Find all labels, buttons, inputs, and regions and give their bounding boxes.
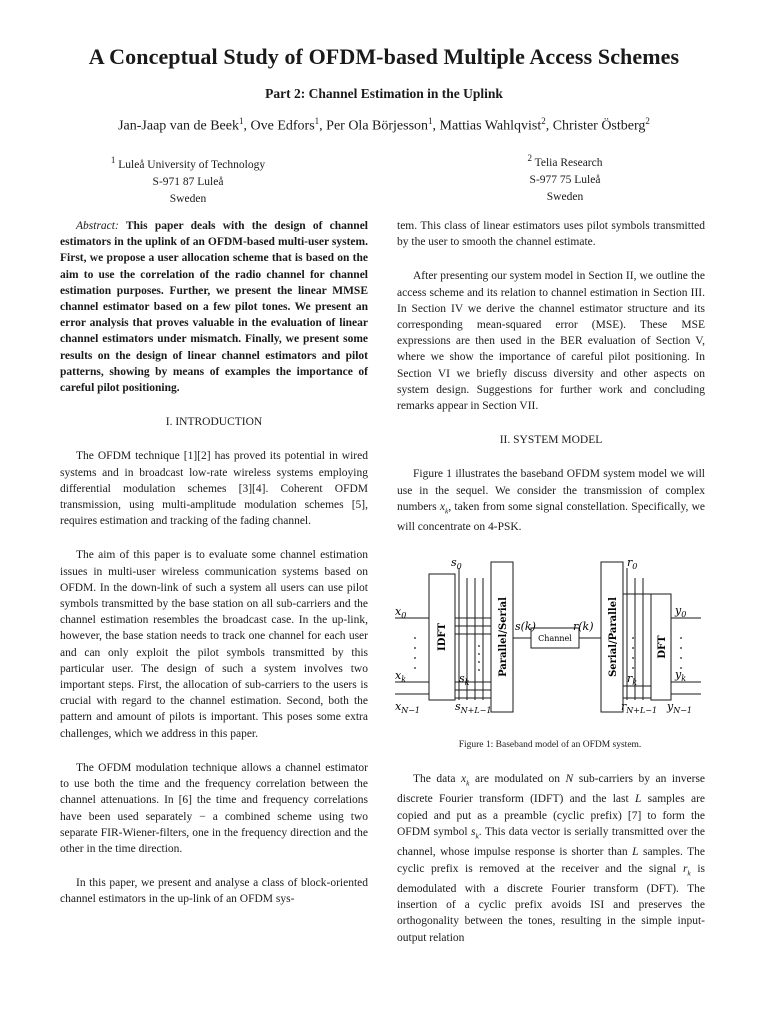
math-subscript: k bbox=[444, 506, 449, 516]
paragraph: The OFDM technique [1][2] has proved its potential in wired systems and in broadcast low-rate wireless systems employing differential modulation schemes [3][4]. Coherent OFDM transmission, using multi-amplitude modulation schemes [5], requires estimation and tracking of the fading channel. bbox=[60, 450, 368, 528]
abstract-text: This paper deals with the design of channel estimators in the uplink of an OFDM-based multi-user system. First, we propose a user allocation scheme that is based on the aim to use the correlation of the radio channel for channel estimation purposes. Further, we present the linear MMSE channel estimator based on a few pilot tones. We present an error analysis that proves valuable in the evaluation of linear channel estimators under mismatch. Finally, we present some results on the design of linear channel estimators and pilot patterns, showing by means of examples the importance of careful pilot positioning. bbox=[60, 220, 368, 395]
paragraph: The OFDM modulation technique allows a channel estimator to use both the time and the frequency correlation between the channel attenuations. In [6] the time and frequency correlations have been used separately − a combined scheme using two separate FIR-Wiener-filters, one in the frequency direction and the other in the time direction. bbox=[60, 761, 368, 855]
author-name: Jan-Jaap van de Beek bbox=[118, 118, 239, 134]
out-yk-sub: k bbox=[681, 673, 687, 683]
author-affil-mark: 2 bbox=[645, 116, 650, 126]
text-fragment: is demodulated with a discrete Fourier transform (DFT). The insertion of a cyclic prefix avoids ISI and preserves the orthogonality between the tones, resulting in the simple input-output relation bbox=[397, 862, 705, 944]
author-affil-mark: 1 bbox=[314, 116, 320, 126]
abstract-label: Abstract: bbox=[76, 220, 119, 232]
left-column bbox=[60, 218, 368, 926]
svg-text:yk bbox=[674, 668, 686, 683]
text-fragment: are modulated on bbox=[474, 772, 561, 785]
out-y0-label: y bbox=[675, 603, 682, 617]
svg-text:y0 bbox=[674, 604, 686, 619]
input-xk-label: x bbox=[395, 668, 402, 682]
figure-caption: Figure 1: Baseband model of an OFDM system. bbox=[458, 739, 642, 750]
rx-r0-label: r bbox=[627, 555, 633, 569]
math-symbol: L bbox=[632, 846, 639, 859]
rx-rNL1-sub: N+L−1 bbox=[626, 705, 658, 715]
svg-text:x0 bbox=[395, 605, 406, 620]
svg-text:xN−1 bbox=[395, 700, 420, 715]
math-subscript: k bbox=[475, 831, 479, 841]
paragraph: In this paper, we present and analyse a class of block-oriented channel estimators in the up-link of an OFDM sys- bbox=[60, 877, 368, 906]
paragraph: After presenting our system model in Section II, we outline the access scheme and its relation to channel estimation in Section III. In Section IV we derive the channel estimator structure and its corresponding mean-squared error (MSE). These MSE expressions are then used in the BER evaluation of Section V, where we show the importance of careful pilot positioning. In Section VI we briefly discuss diversity and other aspects on system design. Suggestions for further work and concluding remarks appear in Section VII. bbox=[397, 270, 705, 413]
text-fragment: , taken from some signal constellation. Specifically, we will concentrate on 4-PSK. bbox=[397, 500, 705, 534]
affiliation-line: Luleå University of Technology bbox=[118, 159, 266, 171]
output-s0-label: s bbox=[451, 555, 457, 569]
rx-r0-sub: 0 bbox=[632, 561, 638, 571]
input-xk-sub: k bbox=[401, 674, 407, 684]
math-symbol: N bbox=[565, 772, 574, 785]
affiliation-2 bbox=[500, 150, 630, 206]
text-fragment: Figure 1 illustrates the baseband OFDM system model we will use in the sequel. We consider the transmission of complex numbers bbox=[397, 468, 705, 513]
abstract bbox=[60, 218, 368, 396]
text-fragment: The data bbox=[413, 772, 456, 785]
right-column bbox=[397, 218, 705, 964]
text-fragment: . This data vector is serially transmitted over the channel, whose impulse response is shorter than bbox=[397, 825, 705, 859]
serial-parallel-label: Serial/Parallel bbox=[608, 596, 619, 677]
math-subscript: k bbox=[687, 867, 691, 877]
paper-subtitle: Part 2: Channel Estimation in the Uplink bbox=[265, 86, 503, 101]
paragraph: The aim of this paper is to evaluate some channel estimation issues in multi-user wireless communication systems based on OFDM. In the down-link of such a system all users can use pilot symbols transmitted by the base station on all sub-carriers and the channel estimation resembles the broadcast case. In the up-link, however, the base station needs to track one channel for each user and can only exploit the pilot symbols transmitted by this particular user. The design of such a system involves two important steps. First, the allocation of sub-carriers to the users is crucial with regard to the channel estimation. Second, both the pattern and amount of pilots is important. This poses some extra challenges, which we address in this paper. bbox=[60, 549, 368, 740]
author-affil-mark: 2 bbox=[541, 116, 546, 126]
affiliation-line: Telia Research bbox=[534, 157, 603, 169]
svg-text:sN+L−1 bbox=[455, 700, 491, 715]
svg-text:s0 bbox=[451, 556, 462, 571]
parallel-serial-label: Parallel/Serial bbox=[498, 596, 509, 677]
signal-rk-label: r(k) bbox=[573, 619, 594, 633]
output-sk-sub: k bbox=[464, 677, 470, 687]
section-heading: II. SYSTEM MODEL bbox=[499, 434, 603, 447]
paragraph bbox=[397, 466, 705, 535]
text-fragment: sub-carriers by an inverse discrete Fourier transform (IDFT) and the last bbox=[397, 772, 706, 806]
affiliation-line: Sweden bbox=[546, 191, 584, 203]
svg-text:xk bbox=[395, 669, 406, 684]
figure-1 bbox=[395, 554, 705, 753]
output-sNL1-label: s bbox=[455, 699, 461, 713]
affiliation-line: S-971 87 Luleå bbox=[152, 176, 224, 188]
rx-rk-label: r bbox=[627, 671, 633, 685]
author-name: Per Ola Börjesson bbox=[326, 118, 429, 134]
output-s0-sub: 0 bbox=[456, 561, 462, 571]
author-name: Mattias Wahlqvist bbox=[439, 118, 542, 134]
rx-rNL1-label: r bbox=[621, 699, 627, 713]
output-sk-label: s bbox=[459, 671, 465, 685]
svg-text:rk bbox=[627, 672, 637, 687]
output-sNL1-sub: N+L−1 bbox=[460, 705, 492, 715]
channel-label: Channel bbox=[538, 633, 572, 643]
paragraph: tem. This class of linear estimators uses pilot symbols transmitted by the user to smooth the channel estimate. bbox=[397, 220, 705, 249]
input-x0-label: x bbox=[395, 604, 402, 618]
affiliation-line: Sweden bbox=[169, 193, 207, 205]
author-name: Christer Östberg bbox=[552, 118, 646, 134]
out-yN1-label: y bbox=[667, 699, 674, 713]
svg-text:yN−1 bbox=[666, 700, 692, 715]
math-symbol: x bbox=[461, 772, 467, 785]
author-affil-mark: 1 bbox=[239, 116, 244, 126]
out-yN1-sub: N−1 bbox=[673, 705, 693, 715]
affiliation-line: S-977 75 Luleå bbox=[529, 174, 601, 186]
svg-text:sk bbox=[459, 672, 470, 687]
author-affil-mark: 1 bbox=[428, 116, 433, 126]
text-fragment: samples. The cyclic prefix is removed at the receiver and the signal bbox=[397, 846, 705, 875]
input-xN1-label: x bbox=[395, 699, 402, 713]
svg-text:r0 bbox=[627, 556, 637, 571]
ofdm-block-diagram bbox=[395, 554, 705, 724]
math-symbol: s bbox=[470, 825, 476, 838]
paragraph bbox=[397, 771, 705, 946]
text-fragment: samples are copied and put as a preamble (cyclic prefix) [7] to form the OFDM symbol bbox=[397, 793, 706, 838]
math-symbol: x bbox=[439, 500, 445, 513]
affiliation-1 bbox=[98, 152, 278, 208]
out-y0-sub: 0 bbox=[681, 609, 687, 619]
math-subscript: k bbox=[466, 778, 470, 788]
math-symbol: r bbox=[682, 862, 688, 875]
math-symbol: L bbox=[634, 793, 642, 806]
svg-text:rN+L−1 bbox=[621, 700, 657, 715]
author-list: Jan-Jaap van de Beek$^1$, Ove Edfors$^1$, Per Ola Börjesson$^1$, Mattias Wahlqvist$^2$, Christer Östberg$^2$ bbox=[118, 116, 650, 134]
signal-sk-label: s(k) bbox=[515, 619, 536, 633]
paper-title: A Conceptual Study of OFDM-based Multiple Access Schemes bbox=[88, 44, 680, 69]
input-x0-sub: 0 bbox=[401, 610, 407, 620]
idft-label: IDFT bbox=[437, 622, 448, 651]
author-name: Ove Edfors bbox=[250, 118, 315, 134]
affiliation-number: 1 bbox=[110, 155, 116, 165]
affiliation-number: 2 bbox=[527, 153, 532, 163]
section-heading: I. INTRODUCTION bbox=[165, 416, 263, 429]
rx-rk-sub: k bbox=[632, 677, 638, 687]
out-yk-label: y bbox=[675, 667, 682, 681]
dft-label: DFT bbox=[657, 634, 668, 659]
input-xN1-sub: N−1 bbox=[401, 705, 421, 715]
